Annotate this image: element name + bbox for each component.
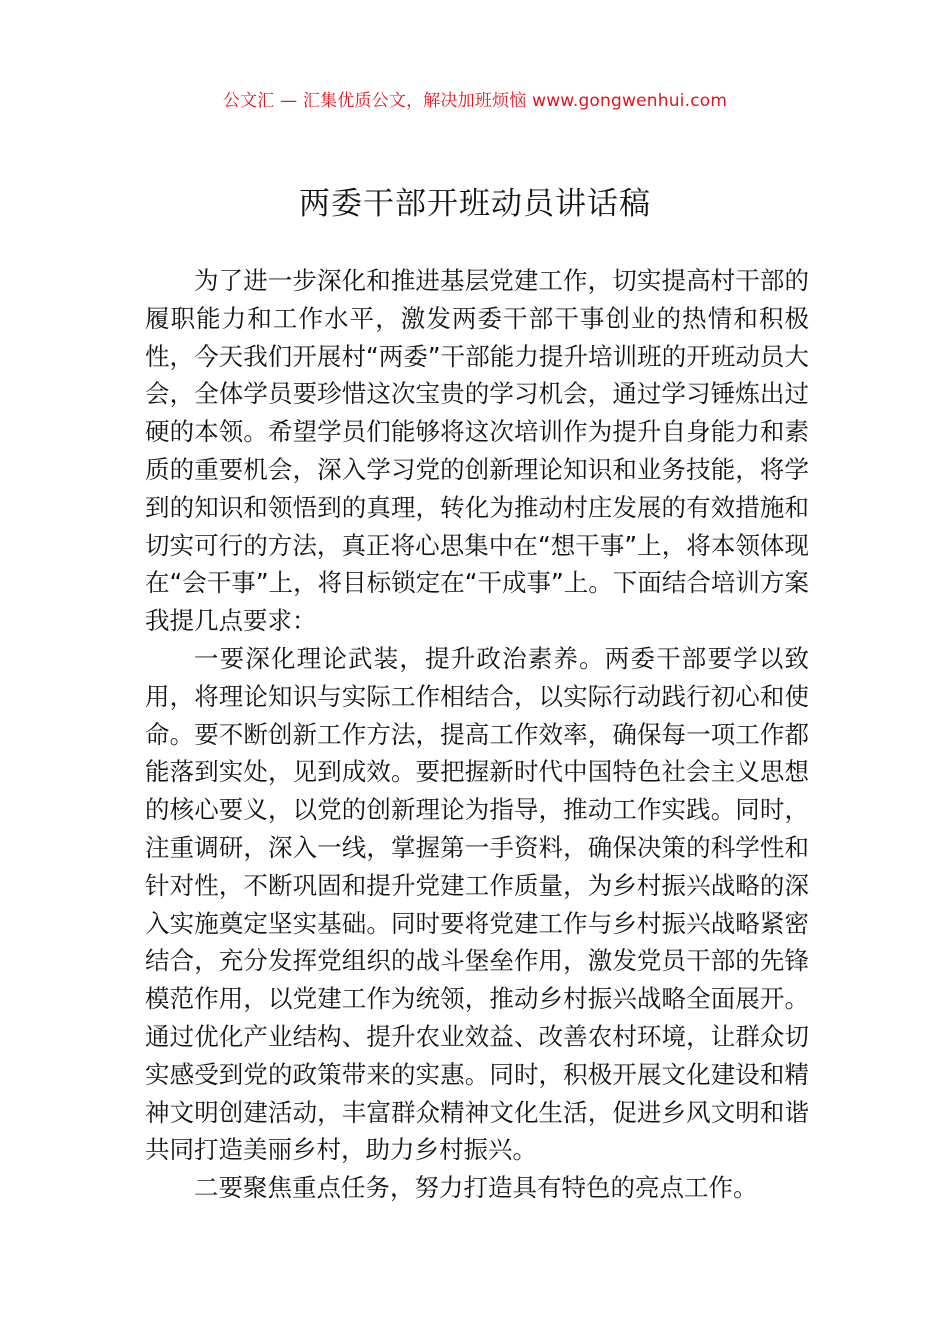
paragraph-requirement-1: 一要深化理论武装，提升政治素养。两委干部要学以致用，将理论知识与实际工作相结合，以实际行动践行初心和使命。要不断创新工作方法，提高工作效率，确保每一项工作都能落到实处，见到成效。要把握新时代中国特色社会主义思想的核心要义，以党的创新理论为指导，推动工作实践。同时，注重调研，深入一线，掌握第一手资料，确保决策的科学性和针对性，不断巩固和提升党建工作质量，为乡村振兴战略的深入实施奠定坚实基础。同时要将党建工作与乡村振兴战略紧密结合，充分发挥党组织的战斗堡垒作用，激发党员干部的先锋模范作用，以党建工作为统领，推动乡村振兴战略全面展开。通过优化产业结构、提升农业效益、改善农村环境，让群众切实感受到党的政策带来的实惠。同时，积极开展文化建设和精神文明创建活动，丰富群众精神文化生活，促进乡风文明和谐共同打造美丽乡村，助力乡村振兴。 [145,643,809,1165]
header-banner [0,86,950,111]
paragraph-intro: 为了进一步深化和推进基层党建工作，切实提高村干部的履职能力和工作水平，激发两委干部干事创业的热情和积极性，今天我们开展村“两委”干部能力提升培训班的开班动员大会，全体学员要珍惜这次宝贵的学习机会，通过学习锤炼出过硬的本领。希望学员们能够将这次培训作为提升自身能力和素质的重要机会，深入学习党的创新理论知识和业务技能，将学到的知识和领悟到的真理，转化为推动村庄发展的有效措施和切实可行的方法，真正将心思集中在“想干事”上，将本领体现在“会干事”上，将目标锁定在“干成事”上。下面结合培训方案我提几点要求： [145,266,809,636]
paragraph-requirement-2: 二要聚焦重点任务，努力打造具有特色的亮点工作。 [194,1173,758,1203]
document-title: 两委干部开班动员讲话稿 [299,186,651,222]
header-banner-text: 公文汇 — 汇集优质公文，解决加班烦恼 www.gongwenhui.com [222,91,728,111]
document-body [145,262,809,1207]
